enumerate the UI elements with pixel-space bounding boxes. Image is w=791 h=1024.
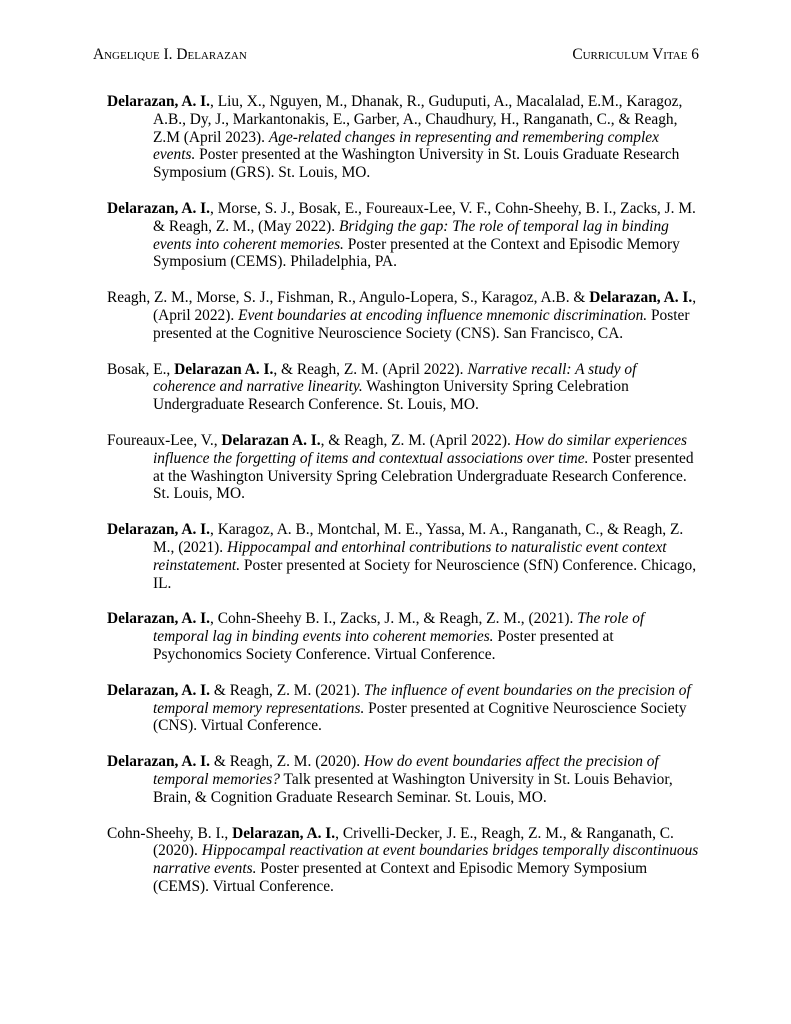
citation-title: How do event boundaries affect the precision of temporal memories? [153,753,659,788]
citation-entry [107,200,699,271]
citation-title: Age-related changes in representing and remembering complex events. [153,128,659,164]
citation-authors-before: Cohn-Sheehy, B. I., [107,824,233,842]
citation-entry [107,432,699,503]
citation-entry [107,610,699,663]
citation-title: How do similar experiences influence the forgetting of items and contextual associations over time. [153,431,687,467]
citation-authors-date: , Cohn-Sheehy B. I., Zacks, J. M., & Reagh, Z. M., (2021). [210,610,578,628]
citation-entry [107,521,699,592]
citation-title: Hippocampal reactivation at event boundaries bridges temporally discontinuous narrative events. [153,842,699,878]
citation-highlighted-author: Delarazan, A. I. [107,521,211,539]
citation-authors-before: Bosak, E., [107,360,175,378]
citation-title: Event boundaries at encoding influence mnemonic discrimination. [238,306,648,324]
citation-authors-date: , (April 2022). [153,289,697,324]
running-header [93,46,699,68]
citation-authors-date: & Reagh, Z. M. (2020). [210,753,364,771]
citation-title: The influence of event boundaries on the precision of temporal memory representations. [153,681,691,717]
citation-highlighted-author: Delarazan, A. I. [107,753,211,771]
citation-venue: Poster presented at the Washington University in St. Louis Graduate Research Symposium (GRS). St. Louis, MO. [153,146,680,182]
citation-venue: Washington University Spring Celebration Undergraduate Research Conference. St. Louis, MO. [153,378,629,414]
citation-authors-date: , & Reagh, Z. M. (April 2022). [273,360,468,378]
citation-entry [107,753,699,806]
citation-title: Bridging the gap: The role of temporal lag in binding events into coherent memories. [153,217,669,253]
citation-venue: Poster presented at the Cognitive Neuroscience Society (CNS). San Francisco, CA. [153,306,690,342]
citation-highlighted-author: Delarazan A. I. [174,360,274,378]
citation-entry [107,682,699,735]
citation-title: The role of temporal lag in binding events into coherent memories. [153,610,645,646]
citation-highlighted-author: Delarazan, A. I. [107,681,211,699]
citation-authors-date: , Morse, S. J., Bosak, E., Foureaux-Lee, V. F., Cohn-Sheehy, B. I., Zacks, J. M. & Reagh, Z. M., (May 2022). [153,199,696,235]
header-page-label: Curriculum Vitae 6 [572,46,699,63]
citation-highlighted-author: Delarazan A. I. [221,431,321,449]
citation-venue: Poster presented at Cognitive Neuroscience Society (CNS). Virtual Conference. [153,699,687,735]
citation-venue: Poster presented at the Context and Episodic Memory Symposium (CEMS). Philadelphia, PA. [153,235,680,271]
citation-entry [107,289,699,342]
citation-authors-date: , Crivelli-Decker, J. E., Reagh, Z. M., & Ranganath, C. (2020). [153,824,674,860]
citation-venue: Poster presented at Society for Neuroscience (SfN) Conference. Chicago, IL. [153,556,697,592]
citation-authors-before: Foureaux-Lee, V., [107,431,222,449]
header-author-name: Angelique I. Delarazan [93,46,247,63]
citation-authors-date: , & Reagh, Z. M. (April 2022). [320,431,515,449]
citation-venue: Poster presented at the Washington University Spring Celebration Undergraduate Research Conference. St. Louis, MO. [153,449,694,503]
citation-highlighted-author: Delarazan, A. I. [232,824,336,842]
citation-authors-date: , Liu, X., Nguyen, M., Dhanak, R., Guduputi, A., Macalalad, E.M., Karagoz, A.B., Dy, J., Markantonakis, E., Garber, A., Chaudhury, H., Ranganath, C., & Reagh, Z.M (April 2023). [153,93,683,146]
citation-highlighted-author: Delarazan, A. I. [107,199,211,217]
citation-venue: Poster presented at Psychonomics Society Conference. Virtual Conference. [153,628,614,663]
citation-authors-date: & Reagh, Z. M. (2021). [210,681,364,699]
citation-entry [107,825,699,896]
citation-authors-date: , Karagoz, A. B., Montchal, M. E., Yassa, M. A., Ranganath, C., & Reagh, Z. M., (2021). [153,521,684,556]
citation-title: Narrative recall: A study of coherence and narrative linearity. [153,360,637,396]
citation-entry [107,93,699,182]
citation-authors-before: Reagh, Z. M., Morse, S. J., Fishman, R., Angulo-Lopera, S., Karagoz, A.B. & [107,289,590,307]
citation-title: Hippocampal and entorhinal contributions to naturalistic event context reinstatement. [153,538,667,574]
citation-entry [107,361,699,414]
citation-venue: Talk presented at Washington University in St. Louis Behavior, Brain, & Cognition Graduate Research Seminar. St. Louis, MO. [153,770,673,806]
presentations-list [107,93,699,914]
citation-venue: Poster presented at Context and Episodic Memory Symposium (CEMS). Virtual Conference. [153,860,648,895]
citation-highlighted-author: Delarazan, A. I. [107,93,211,110]
citation-highlighted-author: Delarazan, A. I. [107,610,211,628]
citation-highlighted-author: Delarazan, A. I. [589,289,693,307]
